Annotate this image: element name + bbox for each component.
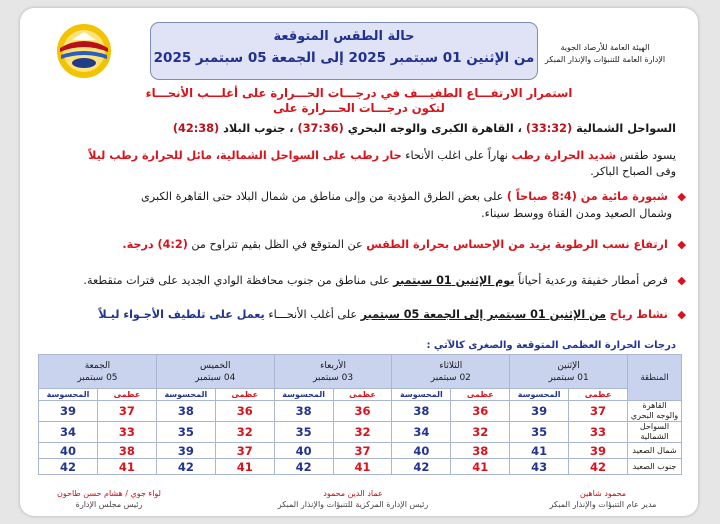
feels-like-label: المحسوسة bbox=[392, 389, 451, 401]
feels-like-cell: 43 bbox=[510, 459, 569, 475]
feels-like-cell: 40 bbox=[392, 443, 451, 459]
max-temp-cell: 37 bbox=[333, 443, 392, 459]
wind-highlight: نشاط رياح bbox=[609, 308, 668, 321]
feels-like-cell: 40 bbox=[39, 443, 98, 459]
feels-like-label: المحسوسة bbox=[274, 389, 333, 401]
headline-line-1: استمرار الارتفـــاع الطفيـــف في درجـــات الحـــرارة على أغلـــب الأنحـــاء bbox=[145, 86, 573, 100]
ema-logo-icon bbox=[50, 22, 118, 80]
feels-like-cell: 35 bbox=[274, 422, 333, 443]
table-row bbox=[39, 443, 682, 459]
humidity-range: (4:2) درجة. bbox=[122, 238, 188, 251]
title-box bbox=[150, 22, 538, 80]
feels-like-cell: 42 bbox=[156, 459, 215, 475]
max-temp-cell: 33 bbox=[97, 422, 156, 443]
feels-like-cell: 41 bbox=[510, 443, 569, 459]
max-label: عظمى bbox=[569, 389, 628, 401]
summary-highlight-1: شديد الحرارة رطب bbox=[511, 149, 617, 162]
max-temp-cell: 32 bbox=[215, 422, 274, 443]
page-title: حالة الطقس المتوقعة bbox=[273, 29, 415, 44]
feels-like-cell: 42 bbox=[274, 459, 333, 475]
max-label: عظمى bbox=[97, 389, 156, 401]
max-temp-cell: 41 bbox=[215, 459, 274, 475]
headline bbox=[20, 86, 698, 116]
bullet-icon: ◆ bbox=[677, 238, 686, 251]
region-name bbox=[628, 443, 682, 459]
day-date: 01 سبتمبر bbox=[548, 372, 589, 383]
region-name-line: جنوب الصعيد bbox=[632, 461, 677, 471]
table-caption: درجات الحرارة العظمى المتوقعة والصغرى كالآتي : bbox=[426, 340, 676, 351]
forecast-sheet bbox=[20, 8, 698, 516]
feels-like-label: المحسوسة bbox=[156, 389, 215, 401]
signer-title: رئيس الإدارة المركزية للتنبؤات والإنذار المبكر bbox=[277, 500, 429, 509]
max-label: عظمى bbox=[451, 389, 510, 401]
day-date: 03 سبتمبر bbox=[312, 372, 354, 383]
bullet-icon: ◆ bbox=[677, 190, 686, 203]
signer-name: لواء جوي / هشام حسن طاحون bbox=[57, 489, 161, 498]
organization-name bbox=[530, 42, 680, 66]
fog-text-2: وشمال الصعيد ومدن القناة ووسط سيناء. bbox=[481, 207, 672, 220]
max-temp-cell: 32 bbox=[451, 422, 510, 443]
max-temp-cell: 37 bbox=[215, 443, 274, 459]
signature-left bbox=[34, 488, 184, 510]
table-row bbox=[39, 459, 682, 475]
bullet-wind bbox=[38, 306, 686, 323]
bullet-rain bbox=[38, 272, 686, 289]
summary-text-1: يسود طقس bbox=[619, 149, 676, 162]
max-label: عظمى bbox=[333, 389, 392, 401]
max-temp-cell: 36 bbox=[451, 401, 510, 422]
region-name-line: شمال الصعيد bbox=[632, 445, 677, 455]
day-header bbox=[39, 355, 157, 389]
headline-line-2: لتكون درجـــات الحـــرارة على bbox=[273, 101, 445, 115]
forecast-period: من الإثنين 01 سبتمبر 2025 إلى الجمعة 05 سبتمبر 2025 bbox=[153, 50, 535, 66]
day-header bbox=[510, 355, 628, 389]
wind-period: من الإثنين 01 سبتمبر إلى الجمعة 05 سبتمبر bbox=[360, 308, 607, 321]
day-name: الإثنين bbox=[557, 360, 580, 371]
bullet-fog bbox=[38, 188, 686, 222]
coast-label: السواحل الشمالية bbox=[576, 122, 676, 135]
signer-title: رئيس مجلس الإدارة bbox=[75, 500, 143, 509]
feels-like-cell: 39 bbox=[510, 401, 569, 422]
cairo-label: ، القاهرة الكبرى والوجه البحري bbox=[347, 122, 522, 135]
day-name: الثلاثاء bbox=[439, 360, 463, 371]
max-temp-cell: 41 bbox=[333, 459, 392, 475]
max-temp-cell: 36 bbox=[215, 401, 274, 422]
day-header bbox=[156, 355, 274, 389]
rain-text-1: فرص أمطار خفيفة ورعدية أحياناً bbox=[518, 274, 668, 287]
max-temp-cell: 36 bbox=[333, 401, 392, 422]
feels-like-cell: 42 bbox=[39, 459, 98, 475]
day-date: 05 سبتمبر bbox=[77, 372, 118, 383]
max-label: عظمى bbox=[215, 389, 274, 401]
signer-name: محمود شاهين bbox=[579, 489, 627, 498]
table-row bbox=[39, 401, 682, 422]
org-line-1: الهيئة العامة للأرصاد الجوية bbox=[560, 43, 650, 52]
signature-right bbox=[528, 488, 678, 510]
max-temp-cell: 42 bbox=[569, 459, 628, 475]
region-name-line: والوجه البحري bbox=[630, 411, 679, 420]
fog-text: على بعض الطرق المؤدية من وإلى مناطق من شمال البلاد حتى القاهرة الكبرى bbox=[141, 190, 504, 203]
bullet-icon: ◆ bbox=[677, 308, 686, 321]
max-temp-cell: 33 bbox=[569, 422, 628, 443]
feels-like-cell: 34 bbox=[392, 422, 451, 443]
day-header bbox=[392, 355, 510, 389]
rain-text-2: على مناطق من جنوب محافظة الوادي الجديد على فترات متقطعة. bbox=[83, 274, 390, 287]
region-name bbox=[628, 459, 682, 475]
south-label: ، جنوب البلاد bbox=[223, 122, 294, 135]
temperature-table bbox=[38, 354, 682, 475]
day-name: الأربعاء bbox=[320, 360, 346, 371]
max-temp-cell: 41 bbox=[451, 459, 510, 475]
summary-paragraph bbox=[42, 148, 676, 180]
fog-highlight: شبورة مائية من (8:4 صباحاً ) bbox=[506, 190, 668, 203]
cairo-range: (37:36) bbox=[297, 122, 344, 135]
signer-name: عماد الدين محمود bbox=[323, 489, 383, 498]
south-range: (42:38) bbox=[172, 122, 220, 135]
max-temp-cell: 37 bbox=[569, 401, 628, 422]
max-temp-cell: 37 bbox=[97, 401, 156, 422]
summary-highlight-2: حار رطب على السواحل الشمالية، مائل للحرارة رطب ليلاً bbox=[88, 149, 402, 162]
feels-like-cell: 39 bbox=[39, 401, 98, 422]
feels-like-cell: 38 bbox=[392, 401, 451, 422]
coast-range: (33:32) bbox=[525, 122, 573, 135]
temperature-ranges bbox=[30, 122, 676, 135]
rain-date: يوم الإثنين 01 سبتمبر bbox=[393, 274, 515, 287]
signer-title: مدير عام التنبؤات والإنذار المبكر bbox=[549, 500, 657, 509]
table-row bbox=[39, 422, 682, 443]
humidity-highlight: ارتفاع نسب الرطوبة يزيد من الإحساس بحرارة الطقس bbox=[366, 238, 668, 251]
region-name-line: السواحل الشمالية bbox=[639, 422, 670, 441]
feels-like-cell: 39 bbox=[156, 443, 215, 459]
max-temp-cell: 38 bbox=[451, 443, 510, 459]
summary-text-3: وفى الصباح الباكر. bbox=[590, 165, 676, 178]
max-temp-cell: 41 bbox=[97, 459, 156, 475]
region-name bbox=[628, 422, 682, 443]
wind-text: على أغلب الأنحـــاء bbox=[268, 308, 358, 321]
org-line-2: الإدارة العامة للتنبؤات والإنذار المبكر bbox=[544, 55, 666, 64]
feels-like-label: المحسوسة bbox=[510, 389, 569, 401]
feels-like-cell: 38 bbox=[156, 401, 215, 422]
region-name-line: القاهرة bbox=[642, 401, 667, 410]
feels-like-cell: 42 bbox=[392, 459, 451, 475]
summary-text-2: نهاراً على اغلب الأنحاء bbox=[405, 149, 508, 162]
humidity-text: عن المتوقع في الظل بقيم تتراوح من bbox=[191, 238, 363, 251]
feels-like-cell: 35 bbox=[510, 422, 569, 443]
wind-effect: يعمل على تلطيف الأجـواء ليـلاً bbox=[98, 308, 265, 321]
day-name: الخميس bbox=[200, 360, 231, 371]
feels-like-cell: 35 bbox=[156, 422, 215, 443]
day-name: الجمعة bbox=[84, 360, 111, 371]
feels-like-cell: 40 bbox=[274, 443, 333, 459]
day-date: 02 سبتمبر bbox=[430, 372, 471, 383]
feels-like-label: المحسوسة bbox=[39, 389, 98, 401]
max-temp-cell: 32 bbox=[333, 422, 392, 443]
region-column-header: المنطقة bbox=[628, 355, 682, 401]
max-temp-cell: 39 bbox=[569, 443, 628, 459]
feels-like-cell: 34 bbox=[39, 422, 98, 443]
bullet-humidity bbox=[38, 236, 686, 253]
signature-center bbox=[248, 488, 458, 510]
region-name bbox=[628, 401, 682, 422]
bullet-icon: ◆ bbox=[677, 274, 686, 287]
feels-like-cell: 38 bbox=[274, 401, 333, 422]
day-header bbox=[274, 355, 392, 389]
max-temp-cell: 38 bbox=[97, 443, 156, 459]
day-date: 04 سبتمبر bbox=[195, 372, 236, 383]
